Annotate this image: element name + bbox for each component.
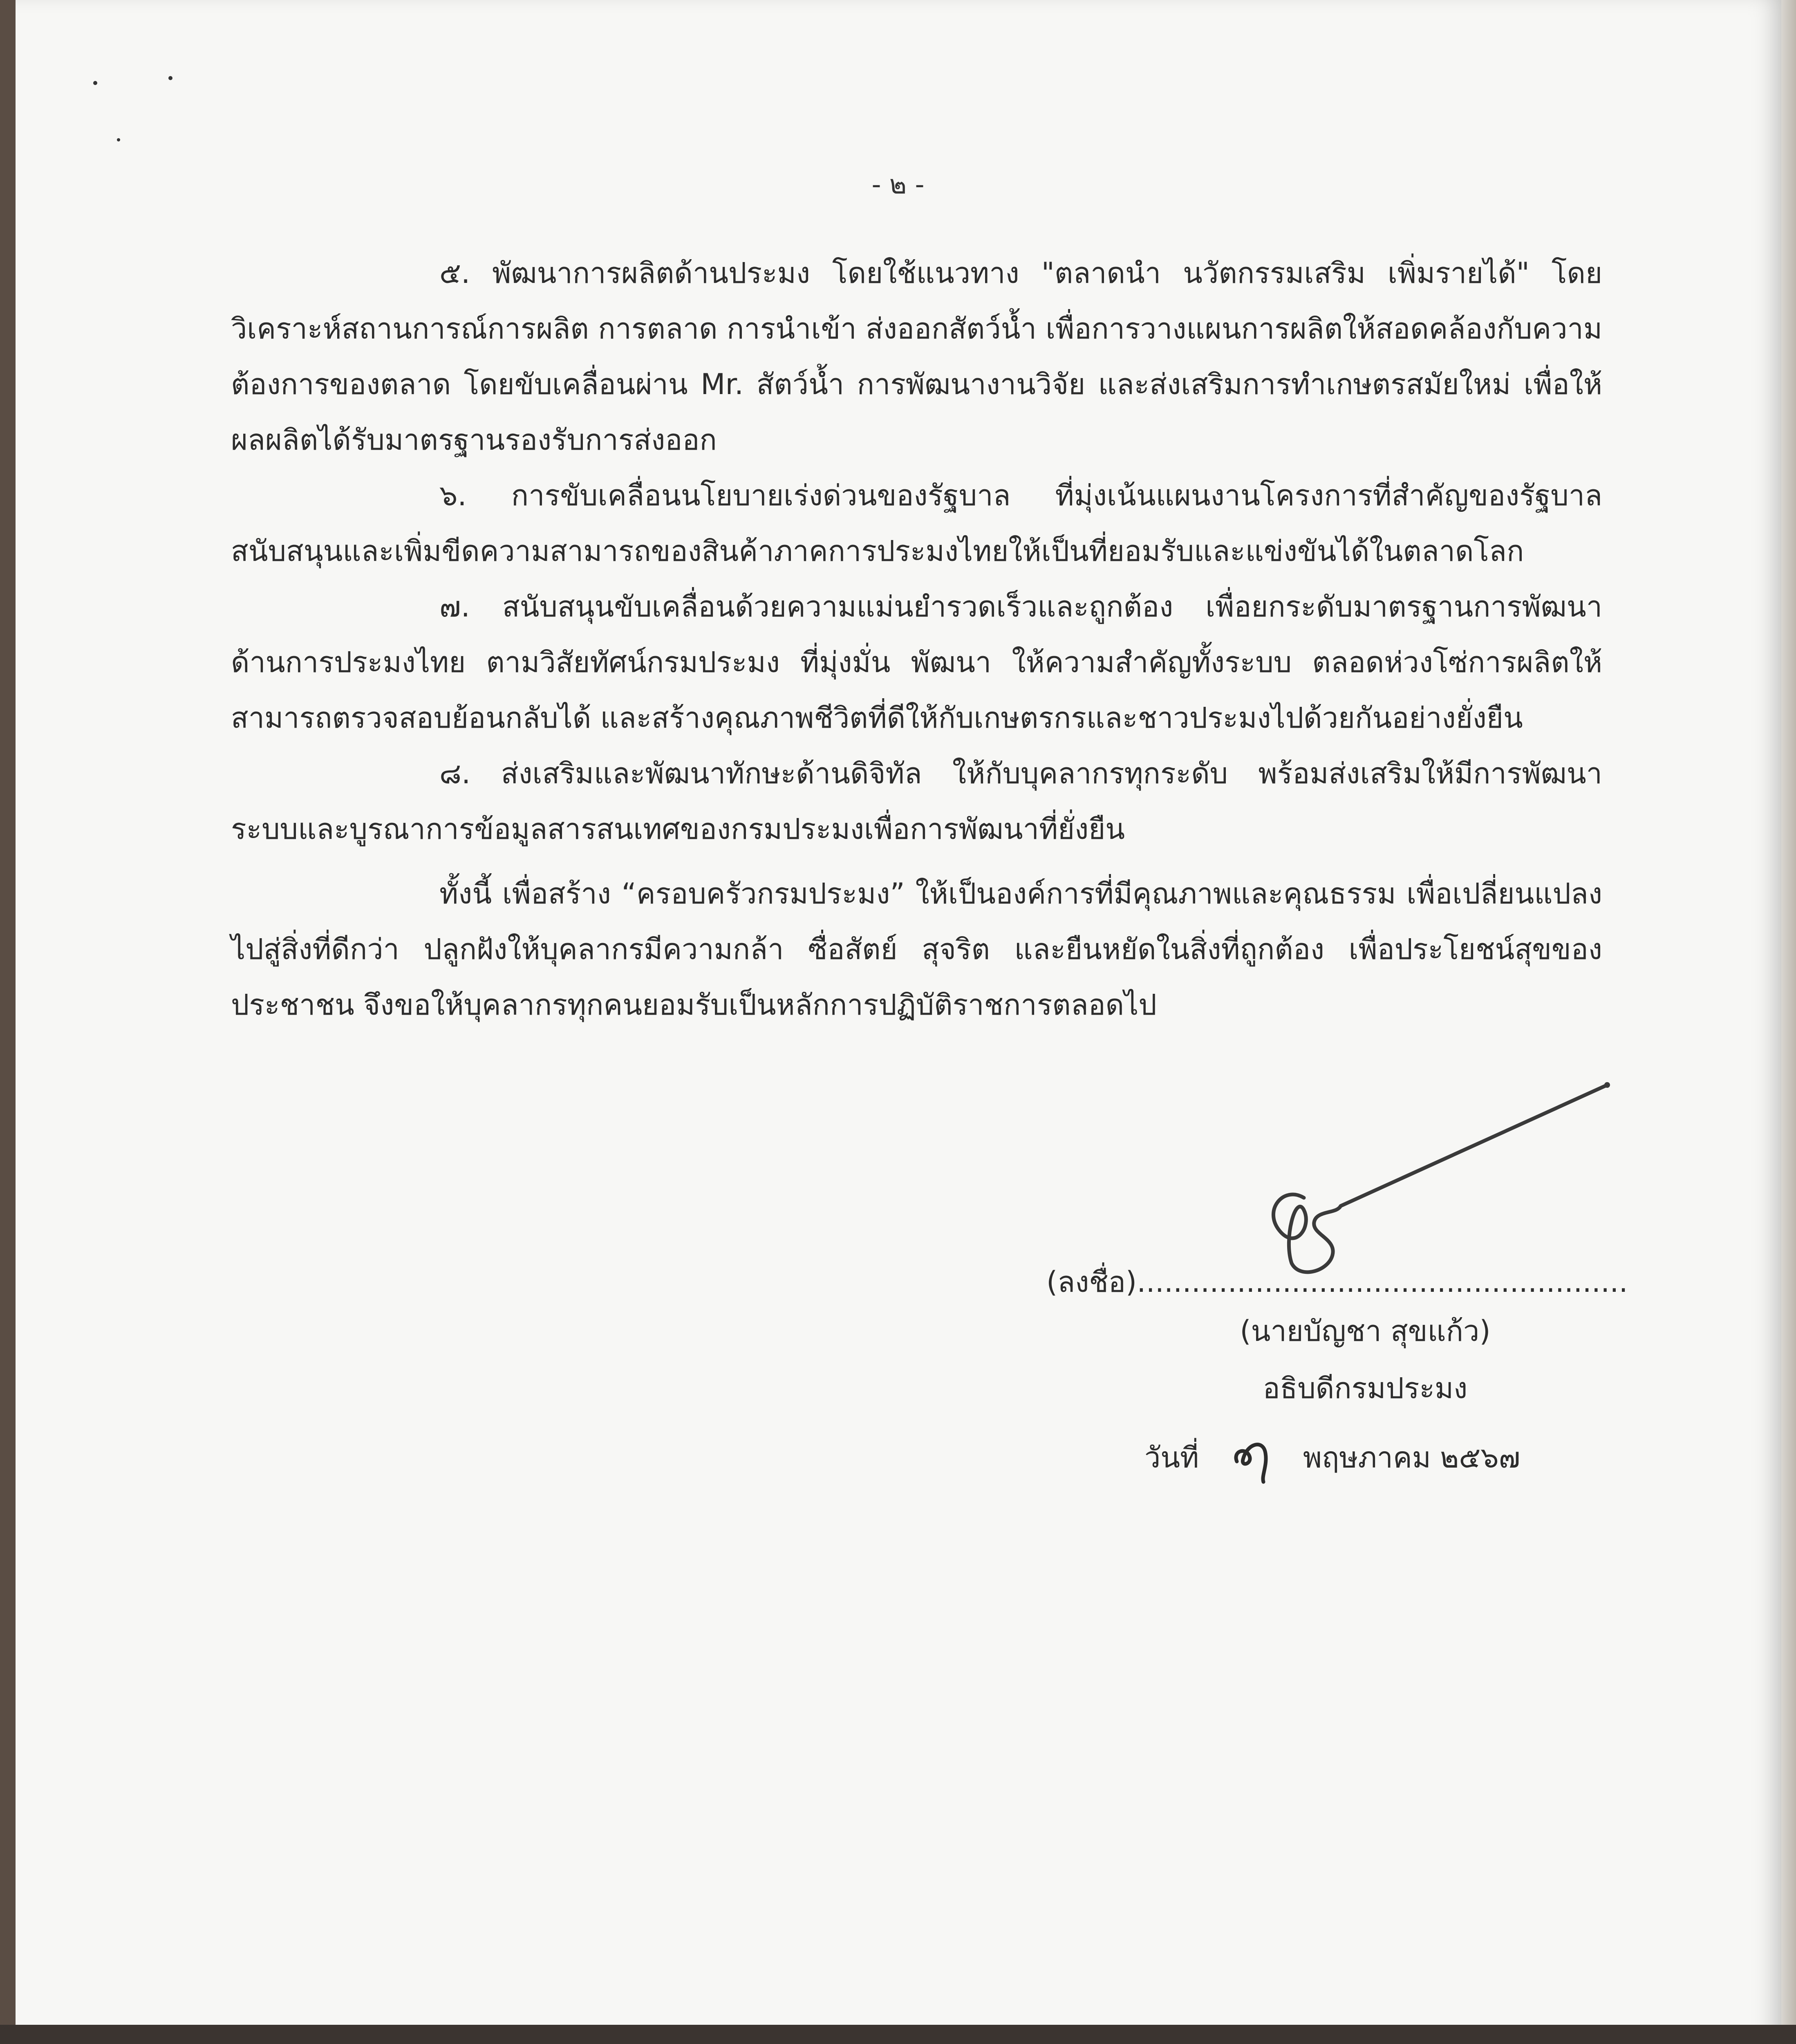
signatory-position: อธิบดีกรมประมง xyxy=(1263,1372,1468,1405)
date-month-year: พฤษภาคม ๒๕๖๗ xyxy=(1303,1441,1521,1475)
handwritten-day-number xyxy=(1225,1431,1278,1484)
sign-line: (ลงชื่อ)...................................................... xyxy=(1046,1265,1628,1299)
scan-bottom-edge xyxy=(0,2025,1796,2044)
paragraph-item-5: ๕. พัฒนาการผลิตด้านประมง โดยใช้แนวทาง "ตลาดนำ นวัตกรรมเสริม เพิ่มรายได้" โดยวิเคราะห์สถานการณ์การผลิต การตลาด การนำเข้า ส่งออกสัตว์น้ำ เพื่อการวางแผนการผลิตให้สอดคล้องกับความต้องการของตลาด โดยขับเคลื่อนผ่าน Mr. สัตว์น้ำ การพัฒนางานวิจัย และส่งเสริมการทำเกษตรสมัยใหม่ เพื่อให้ผลผลิตได้รับมาตรฐานรองรับการส่งออก xyxy=(231,256,1602,457)
signatory-name: (นายบัญชา สุขแก้ว) xyxy=(1240,1314,1491,1348)
date-prefix: วันที่ xyxy=(1144,1441,1199,1475)
scan-speck xyxy=(117,138,120,141)
page-right-edge xyxy=(1781,0,1796,2044)
page-number: - ๒ - xyxy=(871,170,925,200)
paragraph-item-7: ๗. สนับสนุนขับเคลื่อนด้วยความแม่นยำรวดเร็วและถูกต้อง เพื่อยกระดับมาตรฐานการพัฒนาด้านการประมงไทย ตามวิสัยทัศน์กรมประมง ที่มุ่งมั่น พัฒนา ให้ความสำคัญทั้งระบบ ตลอดห่วงโซ่การผลิตให้สามารถตรวจสอบย้อนกลับได้ และสร้างคุณภาพชีวิตที่ดีให้กับเกษตรกรและชาวประมงไปด้วยกันอย่างยั่งยืน xyxy=(231,590,1602,735)
scan-speck xyxy=(93,81,97,85)
handwritten-signature xyxy=(1234,1063,1615,1284)
paragraph-item-8: ๘. ส่งเสริมและพัฒนาทักษะด้านดิจิทัล ให้กับบุคลากรทุกระดับ พร้อมส่งเสริมให้มีการพัฒนาระบบและบูรณาการข้อมูลสารสนเทศของกรมประมงเพื่อการพัฒนาที่ยั่งยืน xyxy=(231,757,1602,846)
document-body xyxy=(231,245,1602,1033)
scan-speck xyxy=(168,76,172,80)
paragraph-item-6: ๖. การขับเคลื่อนนโยบายเร่งด่วนของรัฐบาล ที่มุ่งเน้นแผนงานโครงการที่สำคัญของรัฐบาล สนับสนุนและเพิ่มขีดความสามารถของสินค้าภาคการประมงไทยให้เป็นที่ยอมรับและแข่งขันได้ในตลาดโลก xyxy=(231,479,1602,568)
date-line xyxy=(1144,1431,1520,1484)
closing-paragraph: ทั้งนี้ เพื่อสร้าง “ครอบครัวกรมประมง” ให้เป็นองค์การที่มีคุณภาพและคุณธรรม เพื่อเปลี่ยนแปลงไปสู่สิ่งที่ดีกว่า ปลูกฝังให้บุคลากรมีความกล้า ซื่อสัตย์ สุจริต และยืนหยัดในสิ่งที่ถูกต้อง เพื่อประโยชน์สุขของประชาชน จึงขอให้บุคลากรทุกคนยอมรับเป็นหลักการปฏิบัติราชการตลอดไป xyxy=(231,877,1602,1022)
signature-block xyxy=(0,1063,1796,1513)
